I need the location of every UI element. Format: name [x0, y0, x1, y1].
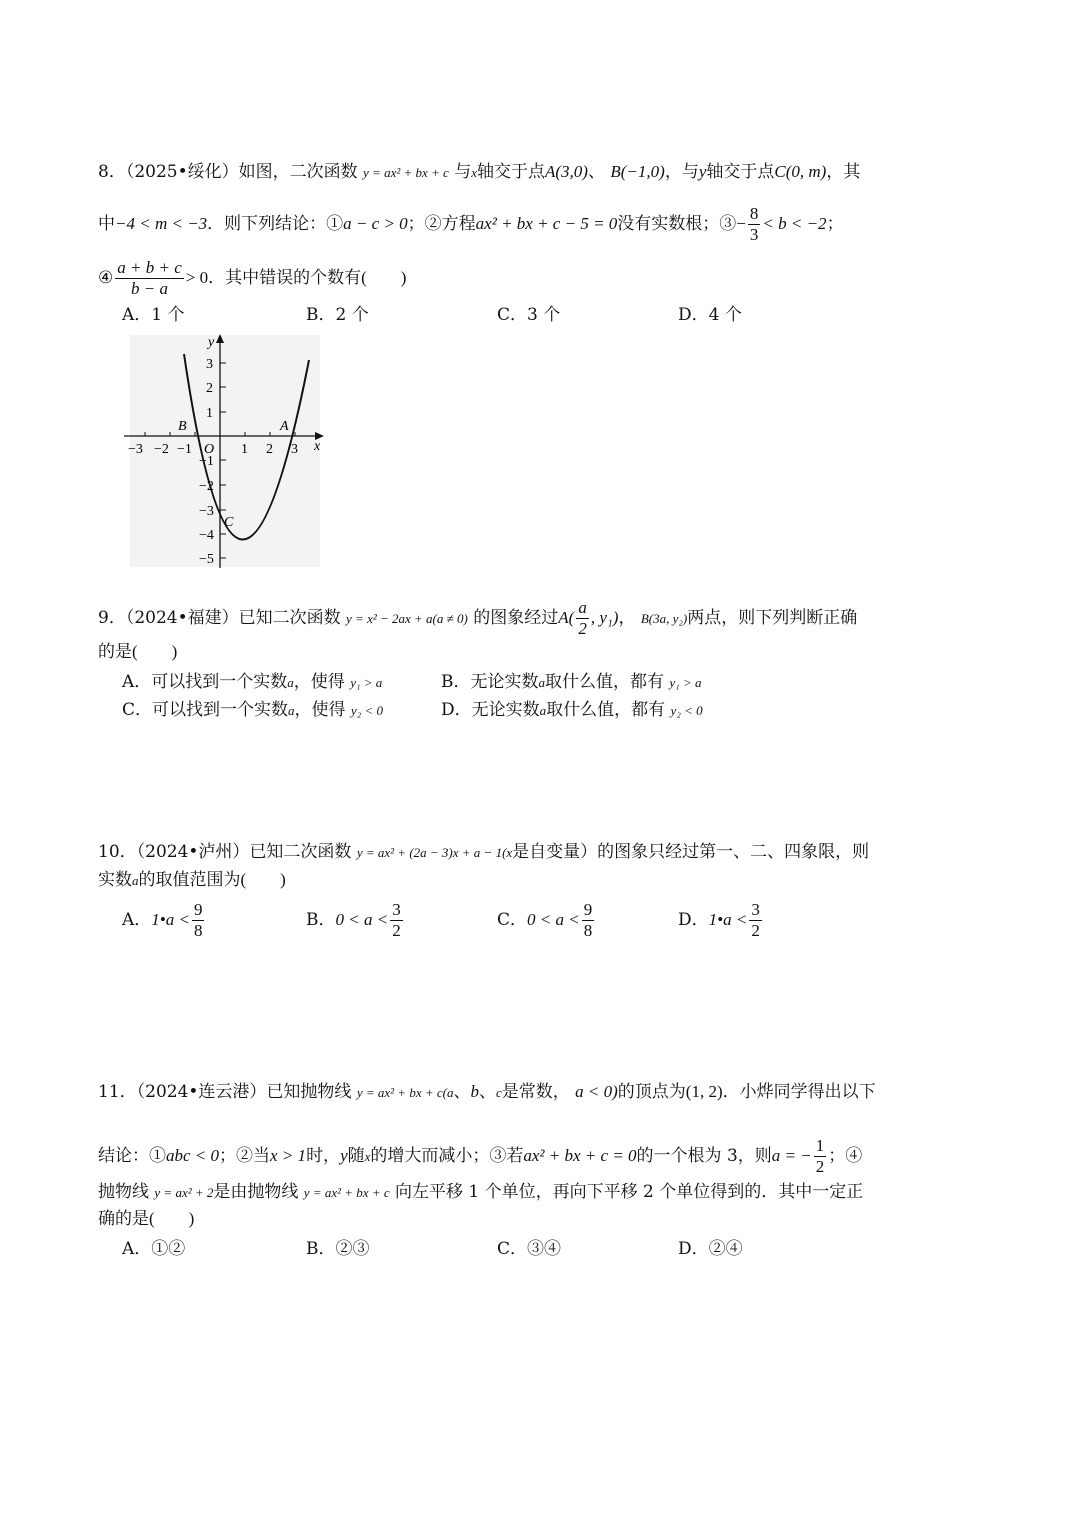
q10-frac-num: 3 [751, 900, 760, 919]
q9-point-a-y: , y₁) [590, 608, 619, 627]
q9-option-text: A．可以找到一个实数 [122, 672, 288, 692]
q11-text: ．小烨同学得出以下 [722, 1082, 876, 1102]
q9-line-2 [98, 640, 177, 664]
q9-frac-num: a [578, 598, 587, 617]
q8-line-1 [98, 160, 860, 185]
q11-answer-blank: ( ) [149, 1209, 195, 1228]
q11-option-a[interactable]: A．①② [122, 1239, 186, 1259]
q9-function: y = x² − 2ax + a(a ≠ 0) [346, 611, 468, 626]
q10-text: 是自变量）的图象只经过第一、二、四象限，则 [512, 842, 870, 862]
q10-text: 已知二次函数 [249, 842, 352, 862]
q9-answer-blank: ( ) [132, 642, 178, 661]
q8-minus: − [736, 214, 746, 233]
q9-option-ineq: y₁ > a [669, 675, 702, 690]
q9-option-d[interactable] [441, 698, 703, 723]
q8-frac-den: 3 [749, 225, 759, 244]
q8-parabola-graph [120, 330, 330, 570]
q8-text: ．其中错误的个数有 [208, 268, 362, 288]
q9-option-text: C．可以找到一个实数 [122, 700, 289, 720]
q11-line-1 [98, 1080, 876, 1105]
q11-text: 的一个根为 3，则 [636, 1146, 772, 1166]
q10-option-fraction [192, 900, 205, 941]
q9-var-a: a [288, 703, 295, 718]
x-tick-label: −1 [177, 442, 192, 457]
q11-a-value: a = − [771, 1146, 812, 1165]
q8-point-c: C(0, m) [774, 162, 827, 181]
q10-option-label: B． [306, 910, 336, 930]
graph-origin-label: O [204, 442, 215, 457]
q11-condition: a < 0) [575, 1082, 618, 1101]
graph-point-a-label: A [280, 419, 289, 434]
q10-frac-num: 9 [583, 900, 593, 919]
q11-text: 时， [306, 1146, 341, 1166]
q11-var-y: y [340, 1146, 348, 1165]
q11-frac-den: 2 [815, 1157, 825, 1176]
q10-option-ineq: 1•a < [151, 910, 190, 929]
graph-x-label: x [314, 439, 321, 454]
q9-fraction-a-2 [576, 598, 589, 639]
q9-sep: ， [618, 608, 636, 628]
q8-option-b[interactable]: B．2 个 [306, 305, 369, 325]
y-tick-label: −5 [199, 552, 214, 567]
q9-option-text: 取什么值，都有 [545, 672, 664, 692]
q11-function-3: y = ax² + bx + c [303, 1185, 390, 1200]
q8-line-3 [98, 258, 406, 299]
q8-text: 如图，二次函数 [238, 162, 358, 182]
q8-frac-num: 8 [749, 204, 759, 223]
y-tick-label: 3 [206, 357, 213, 372]
q9-line-1 [98, 598, 857, 639]
q10-var-a: a [132, 873, 139, 888]
y-tick-label: −1 [199, 454, 214, 469]
q9-var-a: a [538, 675, 545, 690]
q9-var-a: a [287, 675, 294, 690]
q8-frac-den: b − a [131, 279, 168, 298]
q9-option-text: ，使得 [293, 672, 345, 692]
q8-text: 中 [98, 214, 115, 234]
q10-number: 10． [98, 842, 137, 862]
q10-option-fraction [582, 900, 595, 941]
q10-option-fraction [390, 900, 403, 941]
q11-text: 结论：① [98, 1146, 166, 1166]
q10-option-ineq: 0 < a < [335, 910, 389, 929]
q10-text: 实数 [98, 870, 132, 890]
q11-text: 随 [347, 1146, 365, 1166]
q8-fraction-8-3 [748, 204, 761, 245]
q11-source: （2024•连云港） [136, 1082, 267, 1102]
q8-answer-blank: ( ) [361, 268, 407, 287]
q8-option-a[interactable]: A．1 个 [122, 305, 185, 325]
x-tick-label: 2 [266, 442, 273, 457]
q11-fraction-1-2 [814, 1136, 827, 1177]
q11-text: 的增大而减小；③若 [370, 1146, 524, 1166]
q10-option-ineq: 1•a < [708, 910, 748, 929]
q8-frac-num: a + b + c [117, 258, 182, 277]
q11-function: y = ax² + bx + c(a [356, 1085, 454, 1100]
q8-text: ④ [98, 268, 114, 288]
q11-text: 是由抛物线 [213, 1182, 299, 1202]
q10-option-c[interactable] [497, 900, 596, 941]
x-tick-label: 1 [241, 442, 248, 457]
q9-frac-den: 2 [578, 619, 587, 638]
x-tick-label: −3 [128, 442, 143, 457]
q8-line-2 [98, 204, 844, 245]
q8-gt-zero: > 0 [185, 268, 209, 287]
q11-text: 的顶点为 [617, 1082, 686, 1102]
q8-text: ； [826, 214, 844, 234]
q8-conclusion-3: < b < −2 [762, 214, 827, 233]
x-tick-label: −2 [154, 442, 169, 457]
q8-number: 8． [98, 162, 126, 182]
q11-text: ；④ [828, 1146, 863, 1166]
q9-option-a[interactable] [122, 670, 382, 695]
y-tick-label: −4 [199, 528, 214, 543]
q10-frac-den: 8 [583, 921, 593, 940]
q8-text: ．则下列结论：① [207, 214, 344, 234]
q9-source: （2024•福建） [125, 608, 239, 628]
q9-number: 9． [98, 608, 126, 628]
q10-option-label: C． [497, 910, 528, 930]
graph-point-c-label: C [224, 515, 234, 530]
q9-option-ineq: y₂ < 0 [350, 703, 383, 718]
q10-option-fraction [749, 900, 762, 941]
q8-function: y = ax² + bx + c [363, 165, 449, 180]
q10-answer-blank: ( ) [240, 870, 286, 889]
q9-option-text: B．无论实数 [441, 672, 539, 692]
q8-m-range: −4 < m < −3 [115, 214, 208, 233]
q11-text: 已知抛物线 [266, 1082, 352, 1102]
q11-number: 11． [98, 1082, 137, 1102]
q10-option-b[interactable] [306, 900, 405, 941]
q11-var-b: b [470, 1082, 479, 1101]
y-tick-label: −2 [199, 479, 214, 494]
q8-sep: 、 [587, 162, 605, 182]
q10-frac-den: 2 [751, 921, 760, 940]
q8-text: 轴交于点 [706, 162, 775, 182]
q9-option-text: 取什么值，都有 [546, 700, 666, 720]
q10-source: （2024•泸州） [136, 842, 250, 862]
q11-text: 确的是 [98, 1209, 149, 1229]
q8-text: 没有实数根；③ [617, 214, 737, 234]
q11-option-b[interactable]: B．②③ [306, 1239, 370, 1259]
q9-point-b: B(3a, y₂) [640, 611, 688, 626]
q11-option-c[interactable]: C．③④ [497, 1239, 562, 1259]
q8-equation: ax² + bx + c − 5 = 0 [475, 214, 618, 233]
q8-conclusion-1: a − c > 0 [343, 214, 408, 233]
q10-option-d[interactable] [678, 900, 764, 941]
q10-frac-num: 3 [392, 900, 401, 919]
y-tick-label: 2 [206, 381, 213, 396]
q9-text: 的是 [98, 642, 132, 662]
q8-text: ，其 [826, 162, 861, 182]
q9-option-ineq: y₂ < 0 [670, 703, 703, 718]
q11-vertex: (1, 2) [685, 1082, 723, 1101]
q11-text: 抛物线 [98, 1182, 149, 1202]
q9-option-c[interactable] [122, 698, 383, 723]
q11-var-x: x [364, 1149, 371, 1164]
q11-function-2: y = ax² + 2 [154, 1185, 214, 1200]
q11-sep: 、 [453, 1082, 471, 1102]
q10-option-label: A． [122, 910, 152, 930]
q11-option-d[interactable]: D．②④ [678, 1239, 743, 1259]
q8-point-a: A(3,0) [545, 162, 588, 181]
q10-line-2 [98, 868, 286, 893]
q11-line-3 [98, 1180, 863, 1205]
graph-y-label: y [208, 335, 215, 350]
q11-var-c: c [495, 1085, 502, 1100]
q8-text: ；②方程 [407, 214, 476, 234]
q9-var-a: a [539, 703, 547, 718]
q11-text: ；②当 [219, 1146, 271, 1166]
q10-function: y = ax² + (2a − 3)x + a − 1(x [356, 845, 513, 860]
q9-option-text: D．无论实数 [441, 700, 540, 720]
q9-option-ineq: y₁ > a [350, 675, 383, 690]
q8-point-b: B(−1,0) [610, 162, 665, 181]
q11-line-4 [98, 1207, 194, 1231]
q11-condition-x: x > 1 [270, 1146, 307, 1165]
q8-var-y: y [698, 162, 707, 181]
q9-option-text: ，使得 [294, 700, 346, 720]
y-tick-label: 1 [206, 406, 213, 421]
q11-conclusion-1: abc < 0 [166, 1146, 220, 1165]
q10-frac-num: 9 [193, 900, 203, 919]
q8-text: 与 [454, 162, 472, 182]
q11-line-2 [98, 1136, 862, 1177]
q10-frac-den: 2 [392, 921, 401, 940]
q11-text: 向左平移 1 个单位，再向下平移 2 个单位得到的．其中一定正 [395, 1182, 864, 1202]
graph-point-b-label: B [178, 419, 187, 434]
q11-frac-num: 1 [815, 1136, 825, 1155]
q8-text: ，与 [664, 162, 699, 182]
q8-source: （2025•绥化） [125, 162, 239, 182]
q10-option-label: D． [678, 910, 709, 930]
q10-line-1 [98, 840, 869, 865]
q8-option-c[interactable]: C．3 个 [497, 305, 561, 325]
q10-text: 的取值范围为 [138, 870, 241, 890]
q8-text: 轴交于点 [477, 162, 546, 182]
y-tick-label: −3 [199, 504, 214, 519]
q11-equation: ax² + bx + c = 0 [523, 1146, 637, 1165]
x-tick-label: 3 [291, 442, 298, 457]
q10-frac-den: 8 [193, 921, 203, 940]
q8-option-d[interactable]: D．4 个 [678, 305, 742, 325]
q10-option-ineq: 0 < a < [527, 910, 580, 929]
q11-text: 是常数， [501, 1082, 570, 1102]
q9-text: 的图象经过 [473, 608, 559, 628]
q8-var-x: x [471, 165, 478, 180]
q9-text: 已知二次函数 [238, 608, 341, 628]
q10-option-a[interactable] [122, 900, 206, 941]
q11-sep: 、 [478, 1082, 496, 1102]
q9-text: 两点，则下列判断正确 [687, 608, 858, 628]
q9-point-a: A( [558, 608, 575, 627]
q8-fraction-abc [115, 258, 184, 299]
q9-option-b[interactable] [441, 670, 701, 695]
